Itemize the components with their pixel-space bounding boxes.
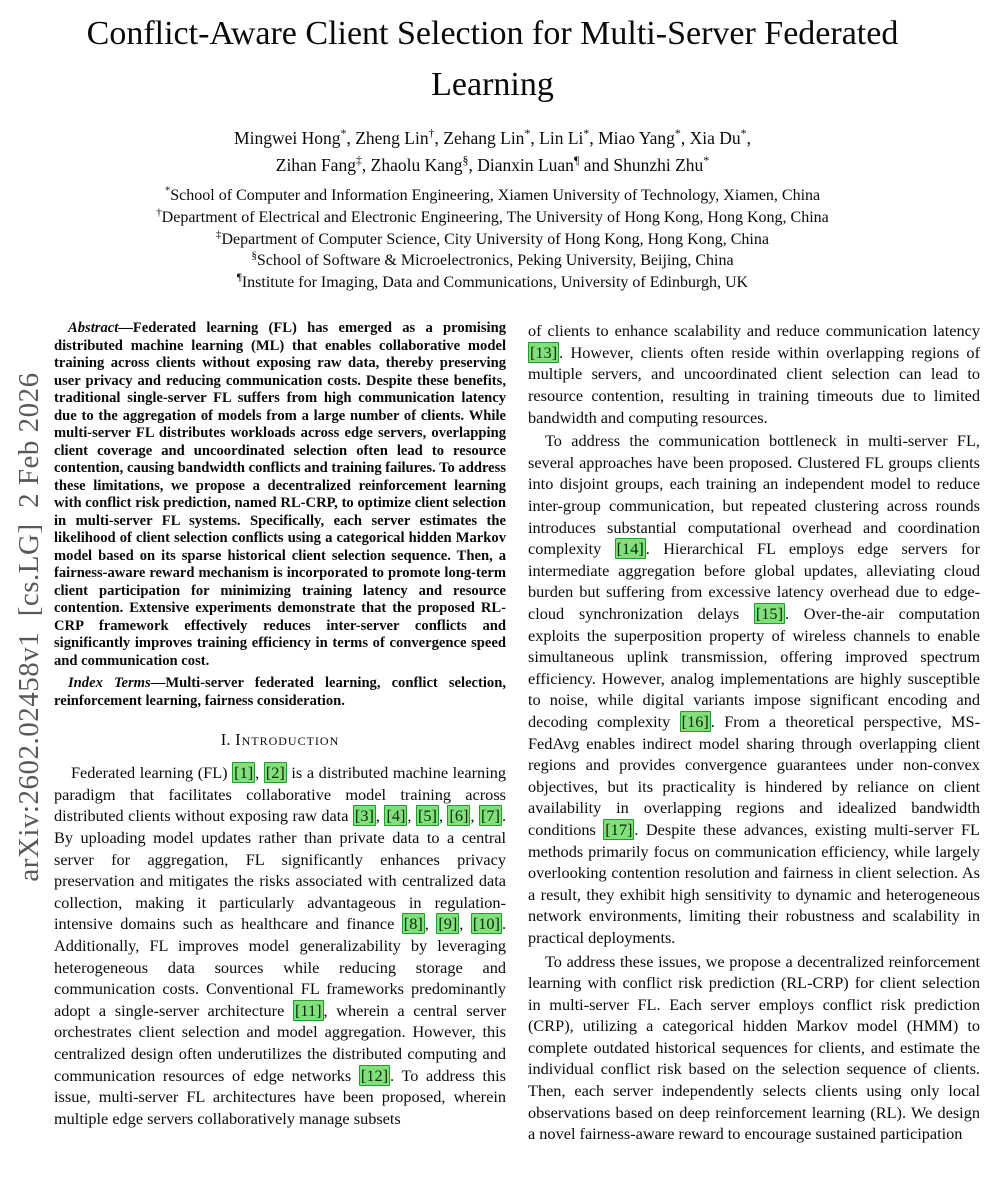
citation-link[interactable]: [15]	[755, 604, 783, 623]
section-title: Introduction	[235, 730, 340, 750]
affiliation-line-1: *School of Computer and Information Engineering, Xiamen University of Technology, Xiamen, China	[164, 184, 821, 204]
affiliations-block	[0, 185, 985, 295]
citation-link[interactable]: [8]	[403, 914, 423, 934]
authors-line-2: Zihan Fang‡, Zhaolu Kang§, Dianxin Luan¶ and Shunzhi Zhu*	[275, 153, 710, 176]
section-heading-introduction	[54, 730, 506, 750]
citation-link[interactable]: [10]	[472, 914, 500, 934]
abstract-paragraph	[54, 320, 506, 670]
citation-link[interactable]: [14]	[616, 539, 644, 559]
two-column-body	[54, 320, 985, 1145]
paper-title: Conflict-Aware Client Selection for Multi-Server Federated Learning	[86, 15, 899, 103]
citation-link[interactable]: [16]	[681, 711, 709, 731]
citation-link[interactable]: [4]	[386, 806, 406, 826]
citation-link[interactable]: [17]	[605, 819, 633, 839]
citation-link[interactable]: [9]	[438, 914, 458, 934]
left-column	[54, 320, 506, 1145]
affiliation-line-5: ¶Institute for Imaging, Data and Communications, University of Edinburgh, UK	[236, 272, 749, 292]
citation-link[interactable]: [5]	[417, 806, 437, 826]
index-terms-text: —Multi-server federated learning, conflict selection, reinforcement learning, fairness consideration.	[54, 675, 506, 709]
citation-link[interactable]: [11]	[295, 1000, 322, 1020]
intro-paragraph-1: Federated learning (FL) [1] , [2] is a distributed machine learning paradigm that facilitates collaborative model training across distributed clients without exposing raw data [3] , [4] , [5] , [6] , [7] . By uploading model updates rather than private data to a central server for aggregation, FL significantly enhances privacy preservation and mitigates the risks associated with centralized data collection, making it particularly advantageous in regulation-intensive domains such as healthcare and finance [8] , [9] , [10] . Additionally, FL improves model generalizability by leveraging heterogeneous data sources while reducing storage and communication costs. Conventional FL frameworks predominantly adopt a single-server architecture [11] , wherein a central server orchestrates client selection and model aggregation. However, this centralized design often underutilizes the distributed computing and communication resources of edge networks [12] . To address this issue, multi-server FL architectures have been proposed, wherein multiple edge servers collaboratively manage subsets	[54, 763, 507, 1128]
paper-header	[0, 0, 985, 294]
right-column	[528, 320, 980, 1145]
citation-link[interactable]: [12]	[360, 1065, 389, 1085]
affiliation-line-3: ‡Department of Computer Science, City University of Hong Kong, Hong Kong, China	[216, 228, 769, 248]
citation-link[interactable]: [7]	[480, 806, 500, 826]
intro-paragraph-1-continued: of clients to enhance scalability and reduce communication latency [13] . However, clients often reside within overlapping regions of multiple servers, and uncoordinated client selection can lead to resource contention, resulting in training timeouts due to limited bandwidth and computing resources.	[528, 321, 980, 427]
affiliation-line-4: §School of Software & Microelectronics, Peking University, Beijing, China	[251, 250, 734, 270]
arxiv-watermark: arXiv:2602.02458v1 [cs.LG] 2 Feb 2026	[13, 372, 45, 882]
authors-block	[0, 126, 985, 179]
citation-link[interactable]: [2]	[265, 763, 285, 783]
index-terms-label: Index Terms	[68, 675, 151, 692]
affiliation-line-2: †Department of Electrical and Electronic Engineering, The University of Hong Kong, Hong Kong, China	[156, 206, 829, 226]
citation-link[interactable]: [1]	[234, 763, 254, 783]
citation-link[interactable]: [3]	[354, 806, 374, 826]
authors-line-1: Mingwei Hong*, Zheng Lin†, Zehang Lin*, Lin Li*, Miao Yang*, Xia Du*,	[234, 126, 751, 148]
abstract-label: Abstract	[68, 320, 119, 337]
citation-link[interactable]: [13]	[530, 342, 558, 362]
abstract-text: —Federated learning (FL) has emerged as a promising distributed machine learning (ML) that enables collaborative model training across clients without exposing raw data, thereby preserving user privacy and reducing communication costs. Despite these benefits, traditional single-server FL suffers from high communication latency due to the aggregation of models from a large number of clients. While multi-server FL distributes workloads across edge servers, overlapping client coverage and uncoordinated selection often lead to resource contention, causing bandwidth conflicts and training failures. To address these limitations, we propose a decentralized reinforcement learning with conflict risk prediction, named RL-CRP, to optimize client selection in multi-server FL systems. Specifically, each server estimates the likelihood of client selection conflicts using a categorical hidden Markov model based on its sparse historical client selection sequence. Then, a fairness-aware reward mechanism is incorporated to promote long-term client participation for minimizing training latency and resource contention. Extensive experiments demonstrate that the proposed RL-CRP framework effectively reduces inter-server conflicts and significantly improves training efficiency in terms of convergence speed and communication cost.	[54, 320, 506, 669]
intro-paragraph-3: To address these issues, we propose a decentralized reinforcement learning with conflict risk prediction (RL-CRP) for client selection in multi-server FL. Each server employs conflict risk prediction (CRP), utilizing a categorical hidden Markov model (HMM) to complete outdated historical sequences for clients, and estimate the individual conflict risk based on the selection sequence of clients. Then, each server independently selects clients using only local observations based on deep reinforcement learning (RL). We design a novel fairness-aware reward to encourage sustained participation	[528, 951, 980, 1144]
intro-paragraph-2: To address the communication bottleneck in multi-server FL, several approaches have been proposed. Clustered FL groups clients into disjoint groups, each training an independent model to reduce inter-group communication, but repeated clustering across rounds introduces substantial computational overhead and coordination complexity [14] . Hierarchical FL employs edge servers for intermediate aggregation before global updates, alleviating cloud burden but suffering from excessive latency overhead due to edge-cloud synchronization delays [15] . Over-the-air computation exploits the superposition property of wireless channels to enable simultaneous uplink transmission, offering improved spectrum efficiency. However, analog implementations are highly susceptible to noise, while digital variants impose significant encoding and decoding complexity [16] . From a theoretical perspective, MS-FedAvg enables indirect model sharing through overlapping client regions and provides convergence guarantees under non-convex objectives, but its practicality is hindered by reliance on client availability in overlapping regions and idealized bandwidth conditions [17] . Despite these advances, existing multi-server FL methods primarily focus on communication efficiency, while largely overlooking contention resolution and fairness in client selection. As a result, they exhibit high sensitivity to dynamic and heterogeneous network environments, limiting their robustness and scalability in practical deployments.	[528, 431, 981, 947]
section-number: I.	[220, 730, 231, 750]
citation-link[interactable]: [6]	[449, 806, 469, 826]
index-terms-paragraph	[54, 675, 506, 710]
